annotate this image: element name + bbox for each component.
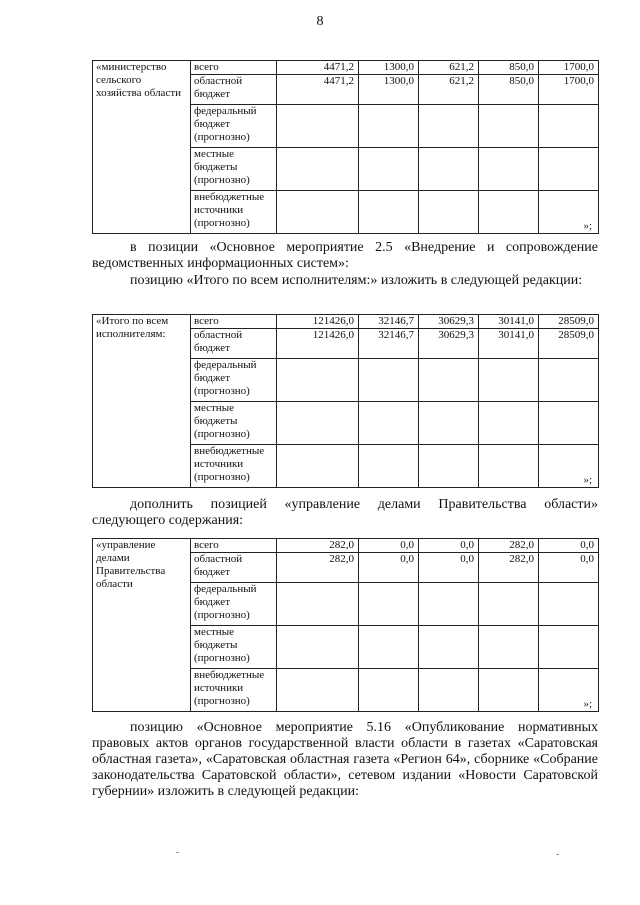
page-number: 8 xyxy=(316,14,324,29)
scan-speck xyxy=(556,854,559,855)
value-cell: 1700,0 xyxy=(539,75,599,105)
value-cell: 850,0 xyxy=(479,61,539,75)
source-cell: местные бюджеты (прогнозно) xyxy=(191,402,277,445)
executor-cell: «управление делами Правительства области xyxy=(93,539,191,712)
executor-cell: «министерство сельского хозяйства области xyxy=(93,61,191,234)
source-cell: всего xyxy=(191,539,277,553)
value-cell: 32146,7 xyxy=(359,315,419,329)
paragraph: позицию «Итого по всем исполнителям:» изложить в следующей редакции: xyxy=(130,273,583,288)
source-cell: областной бюджет xyxy=(191,329,277,359)
source-cell: местные бюджеты (прогнозно) xyxy=(191,148,277,191)
source-cell: всего xyxy=(191,61,277,75)
source-cell: областной бюджет xyxy=(191,553,277,583)
executor-cell: «Итого по всем исполнителям: xyxy=(93,315,191,488)
source-cell: всего xyxy=(191,315,277,329)
value-cell: 0,0 xyxy=(419,539,479,553)
value-cell: 0,0 xyxy=(539,539,599,553)
value-cell: 30629,3 xyxy=(419,329,479,359)
source-cell: внебюджетные источники (прогнозно) xyxy=(191,191,277,234)
value-cell: 850,0 xyxy=(479,75,539,105)
value-cell: 282,0 xyxy=(277,553,359,583)
value-cell: 121426,0 xyxy=(277,315,359,329)
source-cell: федеральный бюджет (прогнозно) xyxy=(191,359,277,402)
value-cell: 28509,0 xyxy=(539,315,599,329)
paragraph: в позиции «Основное мероприятие 2.5 «Внедрение и сопровождение ведомственных информационных систем»: xyxy=(92,240,598,271)
source-cell: федеральный бюджет (прогнозно) xyxy=(191,105,277,148)
closing-quote: »; xyxy=(583,698,592,710)
table-row xyxy=(93,61,599,75)
value-cell: 282,0 xyxy=(479,539,539,553)
value-cell: 0,0 xyxy=(359,553,419,583)
value-cell: 1300,0 xyxy=(359,75,419,105)
scan-speck xyxy=(176,852,179,853)
paragraph: дополнить позицией «управление делами Правительства области» следующего содержания: xyxy=(92,497,598,528)
value-cell: 4471,2 xyxy=(277,75,359,105)
value-cell: 0,0 xyxy=(539,553,599,583)
value-cell: 621,2 xyxy=(419,61,479,75)
funding-table-ministry-agriculture xyxy=(92,60,599,234)
value-cell: 282,0 xyxy=(479,553,539,583)
funding-table-government-affairs xyxy=(92,538,599,712)
source-cell: внебюджетные источники (прогнозно) xyxy=(191,669,277,712)
source-cell: местные бюджеты (прогнозно) xyxy=(191,626,277,669)
value-cell: 621,2 xyxy=(419,75,479,105)
value-cell: 282,0 xyxy=(277,539,359,553)
value-cell: 121426,0 xyxy=(277,329,359,359)
paragraph: позицию «Основное мероприятие 5.16 «Опубликование нормативных правовых актов органов государственной власти области в газетах «Саратовская областная газета», «Саратовская областная газета «Регион 64», сборнике «Собрание законодательства Саратовской области», сетевом издании «Новости Саратовской губернии» изложить в следующей редакции: xyxy=(92,720,598,799)
value-cell: 32146,7 xyxy=(359,329,419,359)
value-cell: 1700,0 xyxy=(539,61,599,75)
source-cell: федеральный бюджет (прогнозно) xyxy=(191,583,277,626)
value-cell: 1300,0 xyxy=(359,61,419,75)
source-cell: внебюджетные источники (прогнозно) xyxy=(191,445,277,488)
value-cell: 0,0 xyxy=(359,539,419,553)
source-cell: областной бюджет xyxy=(191,75,277,105)
closing-quote: »; xyxy=(583,474,592,486)
value-cell: 0,0 xyxy=(419,553,479,583)
funding-table-total xyxy=(92,314,599,488)
value-cell: 30629,3 xyxy=(419,315,479,329)
value-cell: 30141,0 xyxy=(479,315,539,329)
value-cell: 4471,2 xyxy=(277,61,359,75)
value-cell: 30141,0 xyxy=(479,329,539,359)
value-cell: 28509,0 xyxy=(539,329,599,359)
table-row xyxy=(93,539,599,553)
table-row xyxy=(93,315,599,329)
closing-quote: »; xyxy=(583,220,592,232)
